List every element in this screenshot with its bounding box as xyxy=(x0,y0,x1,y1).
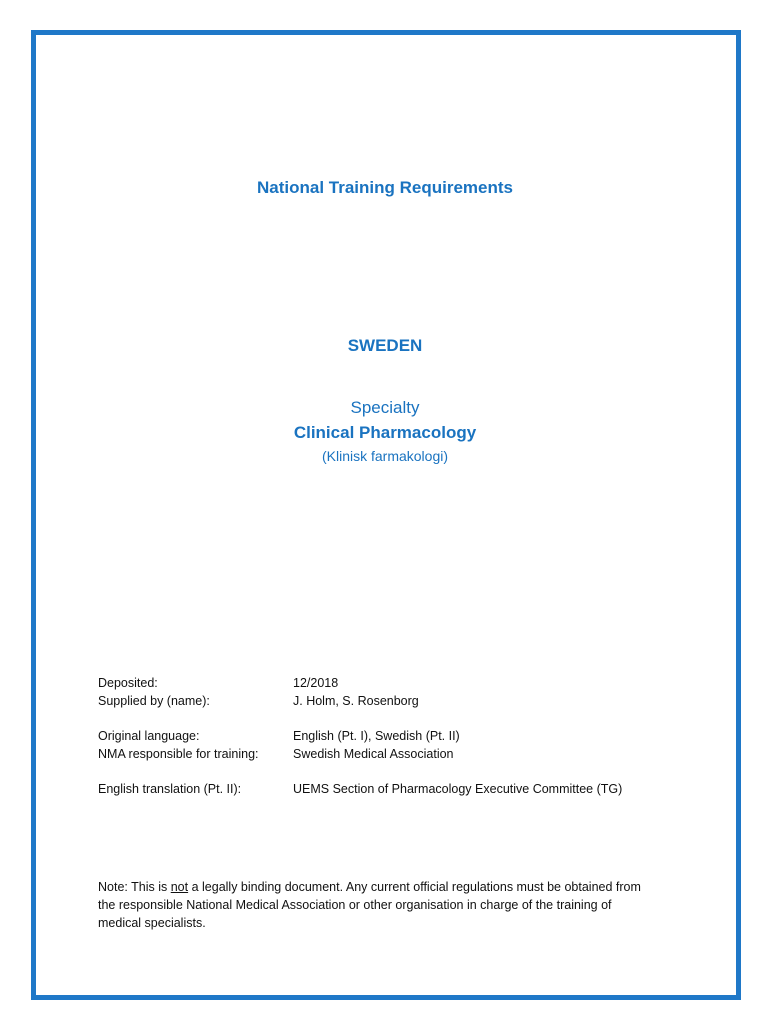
document-title: National Training Requirements xyxy=(257,178,513,197)
metadata-group-deposit xyxy=(98,674,718,710)
metadata-group-language xyxy=(98,727,718,763)
metadata-label: English translation (Pt. II): xyxy=(98,782,242,796)
metadata-value: Swedish Medical Association xyxy=(293,747,454,761)
note-suffix: a legally binding document. Any current official regulations must be obtained from the responsible National Medical Association or other organisation in charge of the training of medical specialists. xyxy=(98,880,641,930)
metadata-row-english-translation xyxy=(98,780,718,798)
metadata-group-translation xyxy=(98,780,718,798)
metadata-label: Original language: xyxy=(98,729,200,743)
note-prefix: Note: This is xyxy=(98,880,171,894)
metadata-row-supplied-by xyxy=(98,692,718,710)
note-emphasis: not xyxy=(170,880,189,894)
specialty-local-name: (Klinisk farmakologi) xyxy=(321,448,449,464)
metadata-row-deposited xyxy=(98,674,718,692)
metadata-value: English (Pt. I), Swedish (Pt. II) xyxy=(293,729,460,743)
metadata-value: 12/2018 xyxy=(293,676,339,690)
country-heading: SWEDEN xyxy=(347,336,423,355)
metadata-label: Supplied by (name): xyxy=(98,694,210,708)
legal-note xyxy=(98,878,658,932)
metadata-row-nma xyxy=(98,745,718,763)
metadata-value: UEMS Section of Pharmacology Executive Committee (TG) xyxy=(293,782,623,796)
page-border xyxy=(31,30,741,1000)
metadata-value: J. Holm, S. Rosenborg xyxy=(293,694,419,708)
metadata-row-original-language xyxy=(98,727,718,745)
metadata-label: Deposited: xyxy=(98,676,158,690)
specialty-label: Specialty xyxy=(350,398,420,417)
metadata-label: NMA responsible for training: xyxy=(98,747,259,761)
specialty-name: Clinical Pharmacology xyxy=(293,423,477,442)
